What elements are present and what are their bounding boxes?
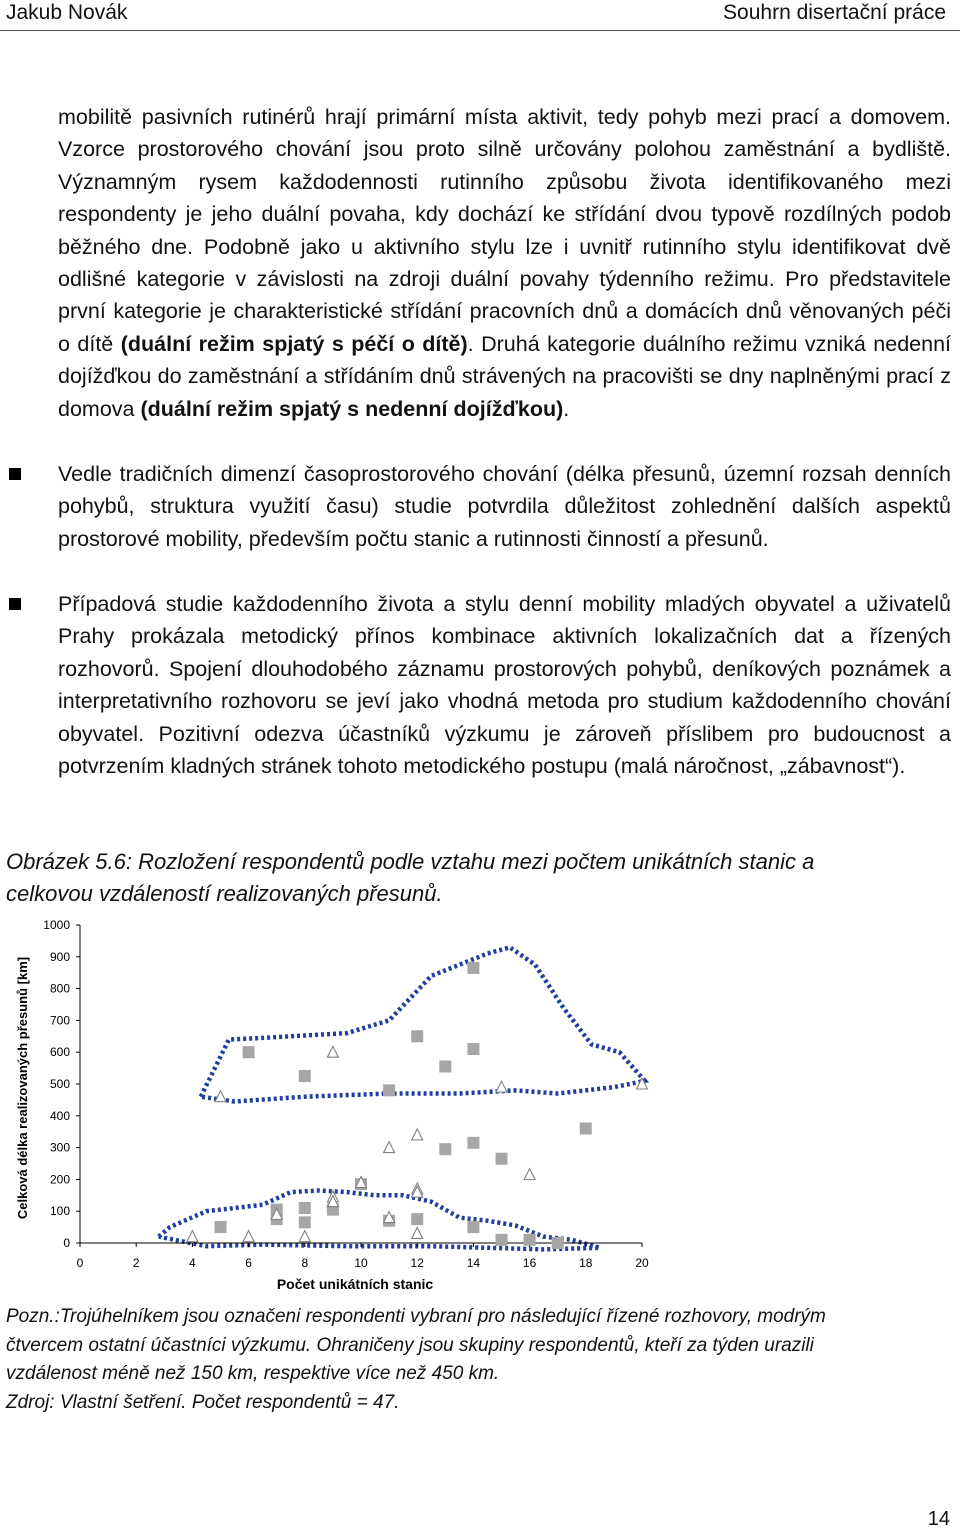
triangle-point [243, 1231, 254, 1242]
chart-labels [15, 918, 649, 1292]
page-header [0, 0, 960, 31]
y-tick-label: 500 [49, 1077, 70, 1091]
triangle-point [412, 1129, 423, 1140]
y-tick-label: 800 [49, 981, 70, 996]
note-line-1: Pozn.:Trojúhelníkem jsou označeni respondenti vybraní pro následující řízené rozhovory, modrým [6, 1306, 826, 1327]
figure-note [6, 1303, 946, 1417]
y-tick-label: 900 [49, 949, 70, 964]
y-tick-label: 0 [63, 1236, 70, 1250]
square-point [411, 1213, 423, 1225]
figure-caption [6, 846, 946, 910]
page-number: 14 [927, 1508, 950, 1530]
x-tick-label: 0 [76, 1256, 84, 1270]
square-point [215, 1221, 227, 1233]
square-point [496, 1153, 508, 1165]
scatter-chart [0, 910, 960, 1300]
triangle-point [215, 1091, 226, 1102]
square-point [299, 1070, 311, 1082]
x-tick-label: 8 [301, 1256, 309, 1270]
paragraph1-bold-d: (duální režim spjatý s nedenní dojížďkou) [140, 396, 564, 421]
paragraph1-text-e: . [563, 396, 570, 421]
paragraph-rutiner-mobility [58, 101, 951, 425]
triangle-point [496, 1081, 507, 1092]
triangle-point [412, 1227, 423, 1238]
square-point [439, 1061, 451, 1073]
x-tick-label: 10 [354, 1256, 368, 1270]
y-tick-label: 600 [49, 1045, 70, 1060]
x-tick-label: 4 [189, 1256, 196, 1270]
y-tick-label: 300 [49, 1140, 70, 1155]
chart-axes [76, 925, 642, 1247]
triangle-point [299, 1231, 310, 1242]
paragraph1-bold-b: (duální režim spjatý s péčí o dítě) [120, 331, 468, 356]
bullet-paragraph-2: Případová studie každodenního života a stylu denní mobility mladých obyvatel a uživatelů Prahy prokázala metodický přínos kombinace aktivních lokalizačních dat a řízených rozhovorů. Spojení dlouhodobého záznamu prostorových pohybů, deníkových poznámek a interpretativního rozhovoru se jeví jako vhodná metoda pro studium každodenního chování obyvatel. Pozitivní odezva účastníků výzkumu je zároveň příslibem pro budoucnost a potvrzením kladných stránek tohoto metodického postupu (malá náročnost, „zábavnost“). [58, 592, 951, 779]
y-tick-label: 200 [49, 1172, 70, 1187]
y-tick-label: 100 [49, 1204, 70, 1219]
x-tick-label: 6 [245, 1256, 252, 1270]
square-point [496, 1234, 508, 1246]
note-line-2: čtvercem ostatní účastníci výzkumu. Ohraničeny jsou skupiny respondentů, kteří za týden urazili [6, 1334, 814, 1356]
group-outline-1 [201, 947, 645, 1101]
bullet-marker-2 [9, 598, 21, 610]
triangle-point [524, 1169, 535, 1180]
y-tick-label: 400 [49, 1108, 70, 1123]
caption-line-2: celkovou vzdáleností realizovaných přesunů. [6, 881, 443, 906]
square-point [439, 1143, 451, 1155]
caption-line-1: Obrázek 5.6: Rozložení respondentů podle vztahu mezi počtem unikátních stanic a [6, 849, 815, 874]
x-tick-label: 12 [410, 1256, 424, 1270]
square-point [524, 1234, 536, 1246]
x-tick-label: 20 [635, 1256, 649, 1270]
x-axis-label: Počet unikátních stanic [276, 1276, 434, 1292]
header-title: Souhrn disertační práce [723, 1, 946, 24]
header-author: Jakub Novák [6, 1, 128, 24]
triangle-point [187, 1231, 198, 1242]
square-point [467, 1221, 479, 1233]
x-tick-label: 2 [132, 1256, 140, 1270]
bullet-paragraph-1: Vedle tradičních dimenzí časoprostorového chování (délka přesunů, územní rozsah denních pohybů, struktura využití času) studie potvrdila důležitost zohlednění dalších aspektů prostorové mobility, především počtu stanic a rutinnosti činností a přesunů. [58, 462, 951, 551]
square-point [467, 1137, 479, 1149]
note-line-3: vzdálenost méně než 150 km, respektive více než 450 km. [6, 1363, 500, 1384]
triangle-point [327, 1046, 338, 1057]
square-point [580, 1123, 592, 1135]
triangle-point [384, 1142, 395, 1153]
square-point [243, 1046, 255, 1058]
paragraph1-text-a: mobilitě pasivních rutinérů hrají primární místa aktivit, tedy pohyb mezi prací a domovem. Vzorce prostorového chování jsou proto silně určovány polohou zaměstnání a bydliště. Významným rysem každodennosti rutinního způsobu života identifikovaného mezi respondenty je jeho duální povaha, kdy dochází ke střídání dvou typově rozdílných podob běžného dne. Podobně jako u aktivního stylu lze i uvnitř rutinního stylu identifikovat dvě odlišné kategorie v závislosti na zdroji duální povahy týdenního režimu. Pro představitele první kategorie je charakteristické střídání pracovních dnů a domácích dnů věnovaných péči o dítě [58, 105, 951, 356]
note-line-4: Zdroj: Vlastní šetření. Počet respondentů = 47. [6, 1391, 400, 1413]
square-point [467, 962, 479, 974]
y-axis-label: Celková délka realizovaných přesunů [km] [15, 956, 30, 1220]
x-tick-label: 16 [522, 1256, 537, 1270]
square-point [299, 1202, 311, 1214]
y-tick-label: 1000 [43, 918, 70, 932]
bullet-marker-1 [9, 468, 21, 480]
square-point [467, 1043, 479, 1055]
y-tick-label: 700 [49, 1013, 70, 1028]
paragraph1-text-c: . Druhá kategorie duálního režimu vzniká nedenní dojížďkou do zaměstnání a střídáním dnů strávených na pracovišti se dny naplněnými prací z domova [58, 331, 951, 421]
x-tick-label: 14 [466, 1256, 481, 1270]
square-point [552, 1237, 564, 1249]
x-tick-label: 18 [579, 1256, 593, 1270]
square-point [411, 1030, 423, 1042]
square-point [299, 1216, 311, 1228]
square-point [383, 1084, 395, 1096]
group-outlines [159, 947, 645, 1249]
